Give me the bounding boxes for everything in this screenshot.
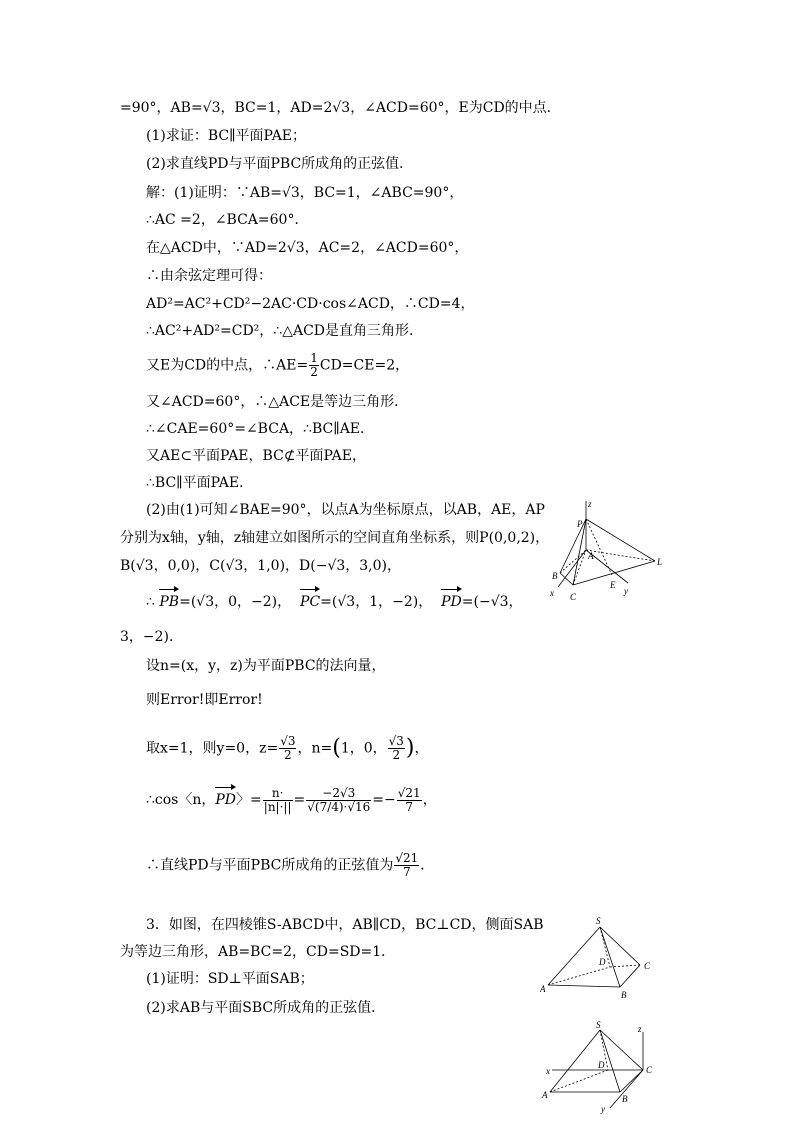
edge-AC (573, 550, 586, 585)
label-D: D (599, 957, 606, 967)
fraction-denominator: √(7/4)·√16 (307, 799, 371, 814)
label-y: y (624, 586, 628, 596)
edge-SA (548, 927, 600, 985)
edge-PE (586, 519, 612, 575)
edge-AB (548, 985, 620, 987)
text-run: CD=CE=2， (319, 357, 410, 374)
text-line: =90°，AB=√3，BC=1，AD=2√3，∠ACD=60°，E为CD的中点． (120, 100, 561, 116)
text-line: ∴由余弦定理可得： (146, 268, 272, 284)
text-line (146, 852, 434, 879)
label-L: L (657, 557, 663, 567)
text-line: 设n=(x，y，z)为平面PBC的法向量， (146, 658, 386, 674)
text-line: (2)求直线PD与平面PBC所成角的正弦值． (146, 156, 414, 172)
label-S: S (596, 1020, 601, 1030)
label-x: x (546, 1066, 550, 1076)
fraction-numerator: √21 (395, 851, 419, 865)
label-x: x (550, 588, 554, 598)
text-line: 又∠ACD=60°，∴△ACE是等边三角形． (146, 394, 409, 410)
label-B: B (622, 1094, 628, 1104)
text-run: ∴cos〈n， (146, 792, 216, 808)
text-run: ，n= (297, 740, 333, 757)
label-P: P (577, 519, 583, 529)
text-line (146, 586, 523, 612)
label-E: E (610, 580, 616, 590)
label-A: A (588, 551, 594, 561)
edge-BC (560, 573, 573, 585)
fraction-numerator: √3 (388, 734, 404, 748)
label-B: B (621, 990, 627, 1000)
fraction (394, 852, 419, 879)
text-line: ∴AC =2，∠BCA=60°． (146, 212, 309, 228)
label-C: C (570, 592, 577, 602)
edge-AL (586, 550, 655, 561)
text-run: =(√3，0，−2)， (179, 594, 292, 610)
right-paren: ) (405, 735, 415, 761)
label-A: A (540, 984, 546, 994)
edge-SA (550, 1030, 600, 1092)
text-line (146, 784, 437, 814)
fraction (263, 787, 293, 814)
text-run: ， (414, 740, 429, 757)
text-run: =(−√3， (461, 594, 523, 610)
text-run: ∴直线PD与平面PBC所成角的正弦值为 (146, 857, 394, 874)
label-C: C (646, 1065, 653, 1075)
text-line: (2)求AB与平面SBC所成角的正弦值． (146, 1000, 386, 1016)
text-line (146, 352, 409, 379)
fraction-denominator: 7 (402, 865, 411, 879)
text-line: (2)由(1)可知∠BAE=90°，以点A为坐标原点，以AB，AE，AP (146, 502, 545, 518)
fraction-denominator: 2 (310, 365, 318, 379)
fraction-numerator: 1 (310, 351, 318, 365)
edge-BC (620, 965, 640, 987)
fraction-denominator: 2 (392, 748, 401, 762)
text-line: 在△ACD中，∵AD=2√3，AC=2，∠ACD=60°， (146, 240, 469, 256)
pyramid-axes-figure (540, 495, 670, 605)
fraction-denominator: |n|·|| (263, 799, 292, 814)
text-line: ∴∠CAE=60°=∠BCA，∴BC∥AE． (146, 421, 375, 437)
vector-PB: PB (159, 586, 179, 612)
label-z: z (588, 499, 592, 509)
text-run: =(√3，1，−2)， (320, 594, 433, 610)
text-line: 为等边三角形，AB=BC=2，CD=SD=1． (120, 944, 396, 960)
text-line: B(√3，0,0)，C(√3，1,0)，D(−√3，3,0)， (120, 558, 402, 574)
text-run: ， (422, 792, 437, 808)
label-y: y (601, 1104, 605, 1114)
label-z: z (638, 1024, 642, 1034)
edge-BC (620, 1070, 643, 1092)
text-line: (1)证明：SD⊥平面SAB； (146, 971, 314, 987)
text-line: 解：(1)证明：∵AB=√3，BC=1，∠ABC=90°， (146, 185, 464, 201)
fraction (309, 352, 319, 379)
fraction-denominator: 2 (284, 748, 292, 762)
fraction-numerator: √3 (280, 734, 296, 748)
label-C: C (644, 961, 651, 971)
fraction-numerator: n· (263, 787, 293, 801)
fraction (397, 787, 422, 814)
text-run: 又E为CD的中点，∴AE= (146, 357, 309, 374)
text-line: ∴BC∥平面PAE． (146, 475, 254, 491)
fraction (388, 735, 405, 762)
text-run: 取x=1，则y=0，z= (146, 740, 279, 757)
text-line: AD²=AC²+CD²−2AC·CD·cos∠ACD，∴CD=4， (146, 296, 475, 312)
fraction-numerator: −2√3 (306, 787, 371, 801)
text-line: ∴AC²+AD²=CD²，∴△ACD是直角三角形． (146, 323, 424, 339)
text-run: =− (372, 792, 396, 808)
text-run: ． (420, 857, 435, 874)
vector-PD: PD (441, 586, 462, 612)
fraction (306, 787, 371, 814)
fraction-numerator: √21 (397, 785, 421, 800)
label-B: B (552, 571, 558, 581)
text-line: 又AE⊂平面PAE，BC⊄平面PAE， (146, 448, 366, 464)
pyramid-s-abcd-axes-figure (538, 1018, 674, 1116)
text-run: ∴ (146, 594, 155, 610)
text-line: 分别为x轴，y轴，z轴建立如图所示的空间直角坐标系，则P(0,0,2)， (120, 530, 550, 546)
vector-PC: PC (300, 586, 320, 612)
text-run: 〉= (236, 792, 262, 808)
text-line: 3，−2)． (120, 629, 184, 645)
fraction (279, 735, 296, 762)
text-run: = (293, 792, 306, 808)
text-line: (1)求证：BC∥平面PAE； (146, 128, 307, 144)
text-run: 1，0， (340, 740, 387, 757)
left-paren: ( (332, 735, 341, 761)
problem-3-stem: 3．如图，在四棱锥S-ABCD中，AB∥CD，BC⊥CD，侧面SAB (146, 917, 544, 933)
label-A: A (542, 1090, 548, 1100)
vector-PD: PD (215, 784, 236, 810)
text-line: 则Error!即Error! (146, 692, 263, 708)
pyramid-s-abcd-figure (540, 915, 670, 1000)
edge-DC (610, 965, 640, 967)
edge-AD (548, 967, 610, 985)
fraction-denominator: 7 (405, 799, 414, 814)
label-D: D (598, 1060, 605, 1070)
text-line (146, 735, 429, 762)
edge-PL (586, 519, 655, 561)
label-S: S (596, 916, 601, 926)
